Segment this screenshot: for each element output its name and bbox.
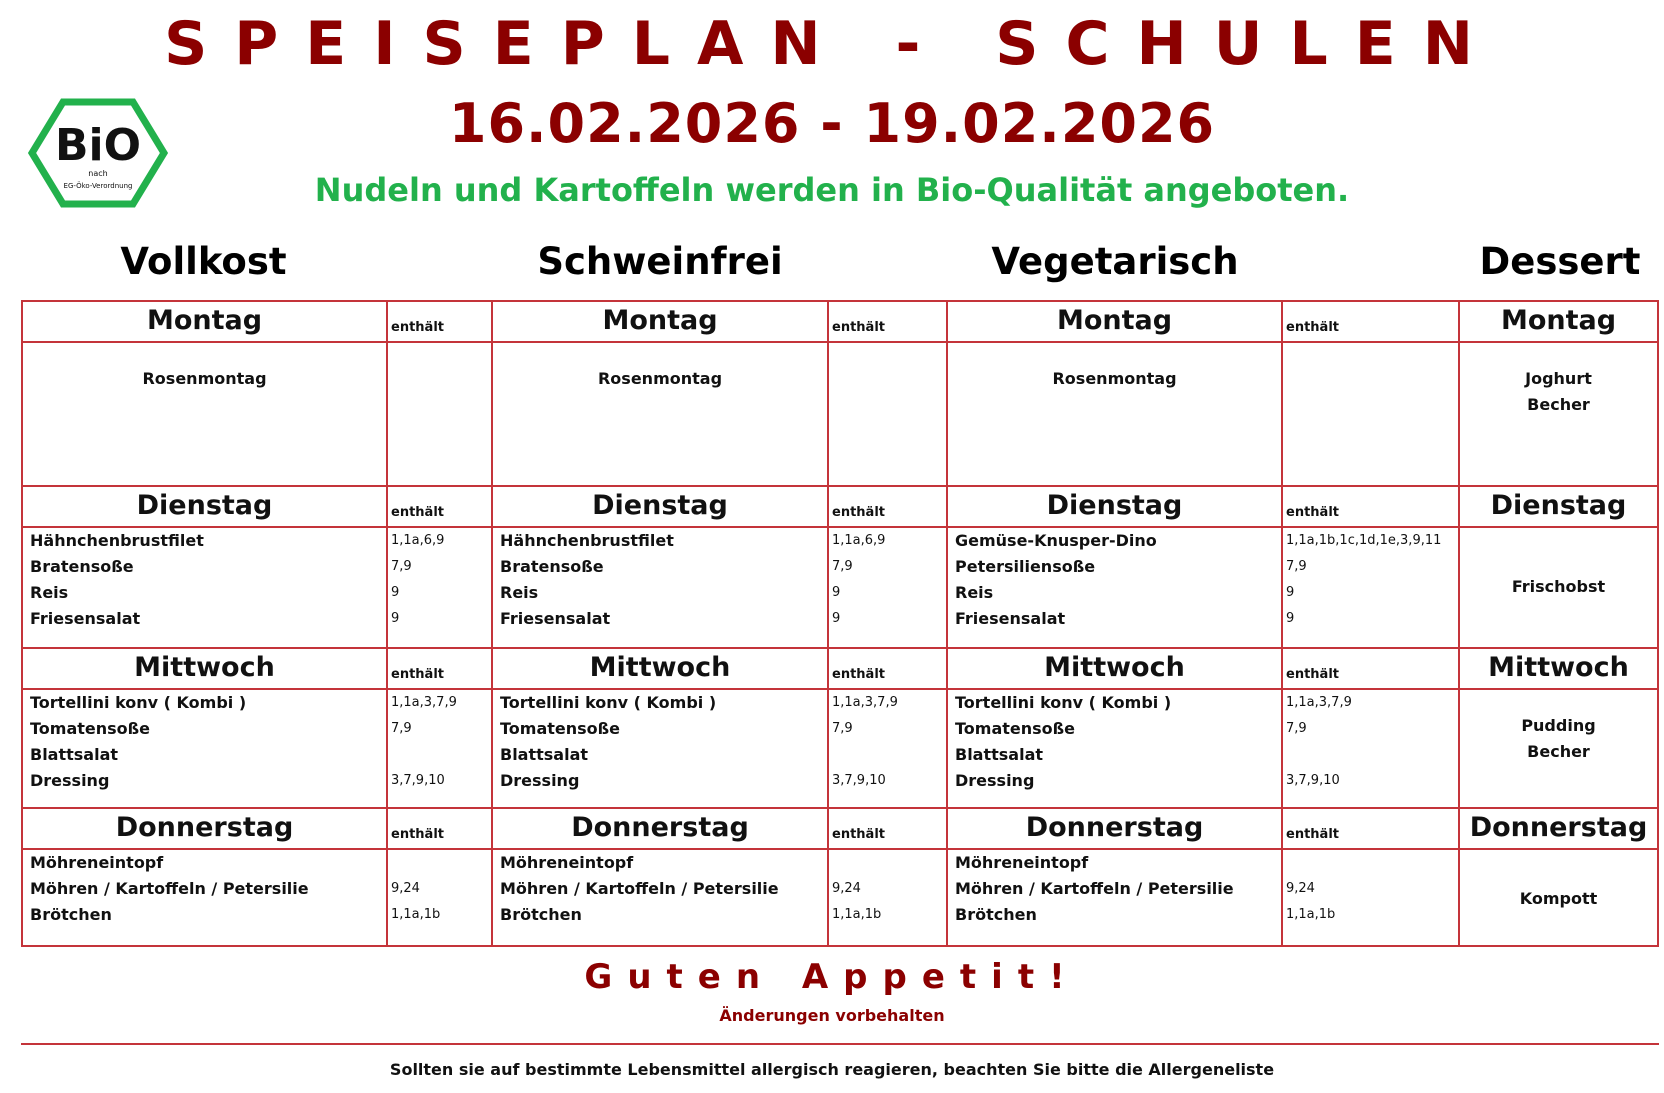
- menu-cell-vollkost: [22, 849, 387, 946]
- menu-item: Hähnchenbrustfilet: [30, 531, 204, 550]
- menu-table: [21, 300, 1659, 947]
- day-name-vegetarisch: Montag: [947, 301, 1282, 342]
- menu-cell-dessert: [1459, 527, 1658, 648]
- allergen-code: 7,9: [1286, 721, 1307, 736]
- allergen-code: 7,9: [391, 721, 412, 736]
- dessert-item: Becher: [1527, 742, 1590, 761]
- allergen-code: 9,24: [1286, 881, 1315, 896]
- menu-cell-schweinfrei: [492, 342, 828, 486]
- allergen-codes-vegetarisch: [1282, 689, 1459, 808]
- menu-cell-vollkost: [22, 342, 387, 486]
- allergen-code: [388, 742, 491, 768]
- allergen-code: 3,7,9,10: [391, 773, 445, 788]
- day-name-dessert: Montag: [1459, 301, 1658, 342]
- column-header-vegetarisch: Vegetarisch: [991, 240, 1239, 283]
- day-name-vollkost: Dienstag: [22, 486, 387, 527]
- menu-item: Gemüse-Knusper-Dino: [955, 531, 1157, 550]
- allergen-code: 1,1a,6,9: [832, 533, 886, 548]
- column-header-schweinfrei: Schweinfrei: [537, 240, 783, 283]
- dessert-item: Pudding: [1521, 716, 1596, 735]
- menu-cell-schweinfrei: [492, 689, 828, 808]
- allergen-code: 1,1a,1b: [391, 907, 441, 922]
- menu-item: Reis: [955, 583, 994, 602]
- menu-item: Möhren / Kartoffeln / Petersilie: [500, 879, 779, 898]
- day-name-schweinfrei: Donnerstag: [492, 808, 828, 849]
- allergen-codes-schweinfrei: [828, 527, 947, 648]
- dessert-item: Joghurt: [1525, 369, 1592, 388]
- divider: [21, 1043, 1659, 1045]
- allergen-codes-vollkost: [387, 342, 492, 486]
- allergen-code: 1,1a,3,7,9: [1286, 695, 1352, 710]
- allergen-codes-schweinfrei: [828, 689, 947, 808]
- menu-item: Dressing: [955, 771, 1035, 790]
- menu-item: Brötchen: [955, 905, 1037, 924]
- menu-item: Reis: [500, 583, 539, 602]
- allergen-code: [1283, 850, 1458, 876]
- allergen-codes-vegetarisch: [1282, 342, 1459, 486]
- allergen-code: 9: [1286, 611, 1295, 626]
- menu-item: Reis: [30, 583, 69, 602]
- allergy-note: Sollten sie auf bestimmte Lebensmittel allergisch reagieren, beachten Sie bitte die Allergeneliste: [389, 1060, 1275, 1079]
- allergen-code: 9,24: [391, 881, 420, 896]
- enthaelt-label: enthält: [828, 648, 947, 689]
- enthaelt-label: enthält: [1282, 301, 1459, 342]
- allergen-codes-vollkost: [387, 849, 492, 946]
- allergen-code: 7,9: [832, 559, 853, 574]
- allergen-code: 3,7,9,10: [832, 773, 886, 788]
- column-header-dessert: Dessert: [1479, 240, 1641, 283]
- menu-item: Möhren / Kartoffeln / Petersilie: [30, 879, 309, 898]
- menu-item: Tortellini konv ( Kombi ): [955, 693, 1172, 712]
- allergen-code: 9: [832, 611, 841, 626]
- day-name-dessert: Mittwoch: [1459, 648, 1658, 689]
- menu-content-row: [22, 527, 1658, 648]
- allergen-code: 7,9: [832, 721, 853, 736]
- dessert-item: Kompott: [1519, 889, 1598, 908]
- allergen-code: 9: [1286, 585, 1295, 600]
- menu-item: Rosenmontag: [142, 369, 267, 388]
- day-name-vegetarisch: Donnerstag: [947, 808, 1282, 849]
- menu-cell-vegetarisch: [947, 689, 1282, 808]
- menu-item: Blattsalat: [500, 745, 589, 764]
- day-header-row: [22, 808, 1658, 849]
- allergen-code: 1,1a,3,7,9: [391, 695, 457, 710]
- day-header-row: [22, 486, 1658, 527]
- menu-item: Rosenmontag: [597, 369, 723, 388]
- changes-note: Änderungen vorbehalten: [719, 1006, 945, 1025]
- menu-item: Brötchen: [30, 905, 112, 924]
- day-name-vegetarisch: Mittwoch: [947, 648, 1282, 689]
- menu-item: Möhren / Kartoffeln / Petersilie: [955, 879, 1234, 898]
- allergen-code: 9: [391, 585, 400, 600]
- allergen-codes-vegetarisch: [1282, 527, 1459, 648]
- day-name-vollkost: Donnerstag: [22, 808, 387, 849]
- allergen-code: 9: [391, 611, 400, 626]
- enthaelt-label: enthält: [828, 808, 947, 849]
- menu-content-row: [22, 849, 1658, 946]
- day-name-dessert: Donnerstag: [1459, 808, 1658, 849]
- menu-item: Dressing: [500, 771, 580, 790]
- menu-cell-schweinfrei: [492, 527, 828, 648]
- allergen-code: 7,9: [1286, 559, 1307, 574]
- menu-item: Möhreneintopf: [500, 853, 634, 872]
- day-name-vegetarisch: Dienstag: [947, 486, 1282, 527]
- allergen-codes-schweinfrei: [828, 342, 947, 486]
- enthaelt-label: enthält: [387, 648, 492, 689]
- menu-cell-vollkost: [22, 689, 387, 808]
- menu-cell-vollkost: [22, 527, 387, 648]
- menu-item: Tomatensoße: [955, 719, 1076, 738]
- enthaelt-label: enthält: [1282, 808, 1459, 849]
- logo-text: BiO: [54, 120, 142, 171]
- allergen-code: [829, 742, 946, 768]
- menu-item: Brötchen: [500, 905, 582, 924]
- menu-item: Tortellini konv ( Kombi ): [30, 693, 247, 712]
- allergen-codes-vegetarisch: [1282, 849, 1459, 946]
- menu-item: Bratensoße: [30, 557, 134, 576]
- day-name-dessert: Dienstag: [1459, 486, 1658, 527]
- menu-item: Rosenmontag: [1052, 369, 1177, 388]
- enthaelt-label: enthält: [828, 486, 947, 527]
- allergen-codes-vollkost: [387, 527, 492, 648]
- allergen-code: 1,1a,1b: [832, 907, 882, 922]
- menu-item: Möhreneintopf: [955, 853, 1089, 872]
- day-name-schweinfrei: Montag: [492, 301, 828, 342]
- allergen-code: 3,7,9,10: [1286, 773, 1340, 788]
- menu-cell-vegetarisch: [947, 527, 1282, 648]
- column-header-vollkost: Vollkost: [120, 240, 287, 283]
- menu-cell-vegetarisch: [947, 849, 1282, 946]
- menu-item: Petersiliensoße: [955, 557, 1096, 576]
- dessert-item: [1460, 860, 1657, 886]
- enthaelt-label: enthält: [387, 301, 492, 342]
- allergen-code: 7,9: [391, 559, 412, 574]
- allergen-code: 1,1a,6,9: [391, 533, 445, 548]
- allergen-code: 1,1a,1b,1c,1d,1e,3,9,11: [1286, 533, 1442, 548]
- enthaelt-label: enthält: [387, 808, 492, 849]
- menu-item: Blattsalat: [955, 745, 1044, 764]
- enthaelt-label: enthält: [387, 486, 492, 527]
- allergen-code: [829, 850, 946, 876]
- allergen-code: 9,24: [832, 881, 861, 896]
- menu-item: Bratensoße: [500, 557, 604, 576]
- menu-cell-dessert: [1459, 689, 1658, 808]
- menu-item: Tortellini konv ( Kombi ): [500, 693, 717, 712]
- day-name-vollkost: Montag: [22, 301, 387, 342]
- enthaelt-label: enthält: [1282, 486, 1459, 527]
- day-name-schweinfrei: Dienstag: [492, 486, 828, 527]
- menu-item: Friesensalat: [30, 609, 141, 628]
- menu-cell-dessert: [1459, 342, 1658, 486]
- menu-item: Friesensalat: [500, 609, 611, 628]
- menu-item: Tomatensoße: [500, 719, 621, 738]
- allergen-code: [1283, 742, 1458, 768]
- allergen-code: [388, 850, 491, 876]
- menu-content-row: [22, 342, 1658, 486]
- allergen-code: 9: [832, 585, 841, 600]
- dessert-item: Becher: [1527, 395, 1590, 414]
- menu-cell-dessert: [1459, 849, 1658, 946]
- menu-item: Tomatensoße: [30, 719, 151, 738]
- enthaelt-label: enthält: [1282, 648, 1459, 689]
- menu-content-row: [22, 689, 1658, 808]
- closing-text: Guten Appetit!: [584, 957, 1080, 997]
- dessert-item: Frischobst: [1511, 577, 1606, 596]
- logo-sub2: EG-Öko-Verordnung: [63, 182, 133, 190]
- menu-cell-schweinfrei: [492, 849, 828, 946]
- menu-cell-vegetarisch: [947, 342, 1282, 486]
- day-header-row: [22, 301, 1658, 342]
- menu-item: Möhreneintopf: [30, 853, 164, 872]
- day-name-schweinfrei: Mittwoch: [492, 648, 828, 689]
- day-header-row: [22, 648, 1658, 689]
- logo-sub1: nach: [88, 169, 108, 178]
- allergen-codes-vollkost: [387, 689, 492, 808]
- date-range: 16.02.2026 - 19.02.2026: [448, 92, 1216, 155]
- menu-item: Friesensalat: [955, 609, 1066, 628]
- allergen-code: 1,1a,1b: [1286, 907, 1336, 922]
- page-title: SPEISEPLAN - SCHULEN: [164, 9, 1500, 79]
- allergen-codes-schweinfrei: [828, 849, 947, 946]
- day-name-vollkost: Mittwoch: [22, 648, 387, 689]
- menu-item: Hähnchenbrustfilet: [500, 531, 674, 550]
- bio-note: Nudeln und Kartoffeln werden in Bio-Qualität angeboten.: [314, 171, 1350, 209]
- allergen-code: 1,1a,3,7,9: [832, 695, 898, 710]
- enthaelt-label: enthält: [828, 301, 947, 342]
- menu-item: Dressing: [30, 771, 110, 790]
- menu-item: Blattsalat: [30, 745, 119, 764]
